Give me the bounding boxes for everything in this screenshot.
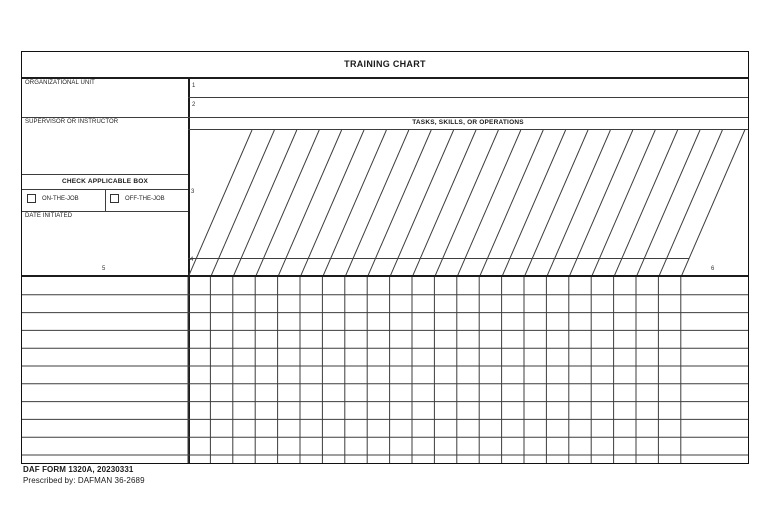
org-unit-line-2[interactable] bbox=[200, 98, 746, 115]
check-box-header: CHECK APPLICABLE BOX bbox=[61, 178, 149, 185]
checkbox-cell-divider bbox=[105, 189, 106, 211]
marker-1: 1 bbox=[192, 83, 196, 89]
training-grid[interactable] bbox=[22, 277, 748, 463]
tasks-entry-area[interactable] bbox=[188, 130, 748, 278]
tasks-header: TASKS, SKILLS, OR OPERATIONS bbox=[412, 119, 524, 126]
date-initiated-label: DATE INITIATED bbox=[25, 212, 73, 219]
on-the-job-label: ON-THE-JOB bbox=[42, 195, 79, 202]
check-section-bottom-divider bbox=[22, 211, 188, 212]
form-number: DAF FORM 1320A, 20230331 bbox=[23, 465, 134, 474]
grid-lines bbox=[22, 277, 748, 463]
marker-4: 4 bbox=[190, 257, 194, 263]
marker-5: 5 bbox=[102, 266, 106, 272]
prescribed-by: Prescribed by: DAFMAN 36-2689 bbox=[23, 475, 145, 485]
org-unit-bottom-divider bbox=[22, 117, 748, 118]
org-unit-label: ORGANIZATIONAL UNIT bbox=[25, 80, 95, 86]
marker-3: 3 bbox=[191, 189, 195, 195]
hatch-lines bbox=[188, 130, 748, 278]
check-section-top-divider bbox=[22, 174, 188, 175]
form-title: TRAINING CHART bbox=[344, 59, 426, 69]
date-initiated-entry-area[interactable] bbox=[24, 222, 186, 264]
marker-6: 6 bbox=[711, 266, 715, 272]
supervisor-entry-area[interactable] bbox=[24, 128, 186, 172]
marker-2: 2 bbox=[192, 102, 196, 108]
training-chart-form bbox=[21, 51, 749, 464]
off-the-job-label: OFF-THE-JOB bbox=[125, 195, 165, 202]
org-unit-line-1[interactable] bbox=[200, 79, 746, 96]
off-the-job-checkbox[interactable] bbox=[110, 194, 119, 203]
supervisor-label: SUPERVISOR OR INSTRUCTOR bbox=[25, 118, 119, 125]
on-the-job-checkbox[interactable] bbox=[27, 194, 36, 203]
